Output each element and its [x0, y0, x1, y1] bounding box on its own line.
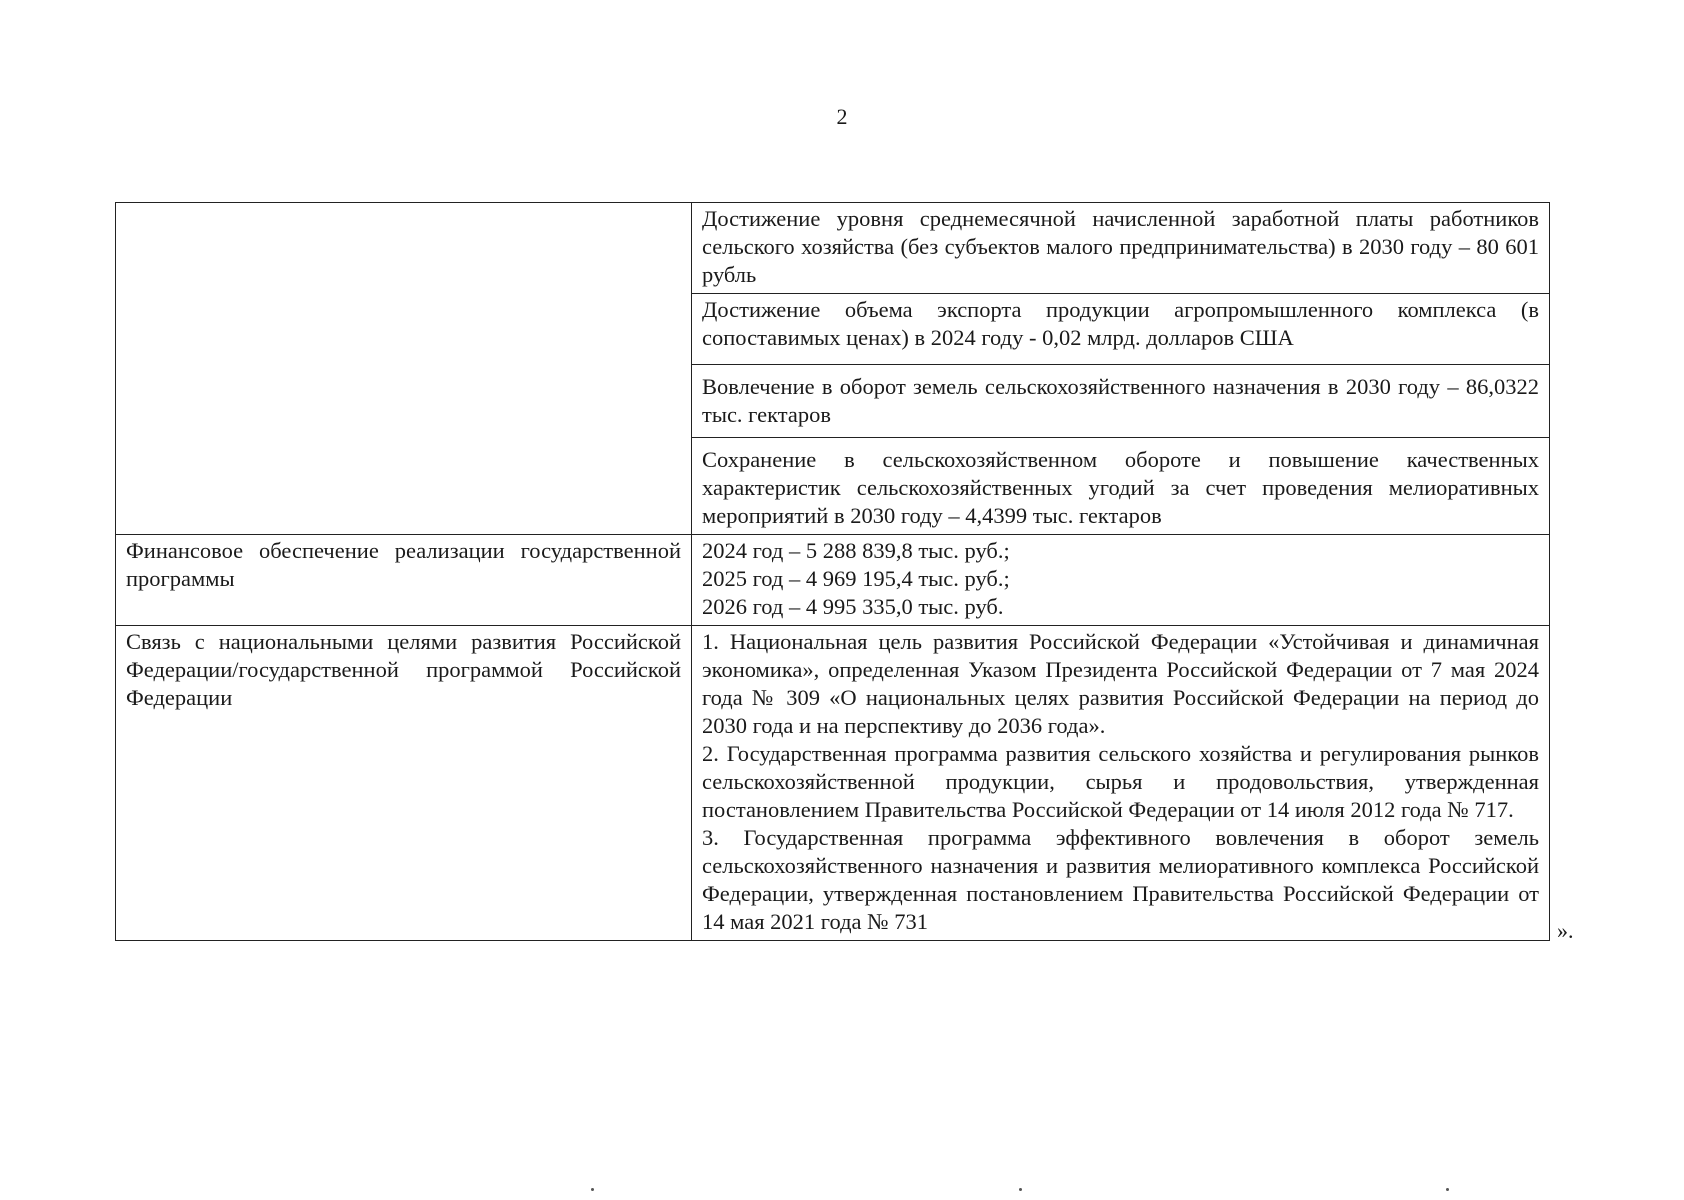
goal-item: 1. Национальная цель развития Российской Федерации «Устойчивая и динамичная экономика», определенная Указом Президента Российской Федерации от 7 мая 2024 года № 309 «О национальных целях развития Российской Федерации на период до 2030 года и на перспективу до 2036 года».: [702, 629, 1539, 738]
page-number: 2: [836, 104, 848, 129]
finance-label-cell: Финансовое обеспечение реализации государственной программы: [116, 535, 692, 626]
finance-line: 2025 год – 4 969 195,4 тыс. руб.;: [702, 566, 1010, 591]
indicator-cell: Сохранение в сельскохозяйственном обороте и повышение качественных характеристик сельскохозяйственных угодий за счет проведения мелиоративных мероприятий в 2030 году – 4,4399 тыс. гектаров: [692, 438, 1550, 535]
goals-cell: [692, 626, 1550, 941]
scan-artifact: [1019, 1188, 1022, 1191]
finance-line: 2026 год – 4 995 335,0 тыс. руб.: [702, 594, 1004, 619]
indicator-cell: Достижение уровня среднемесячной начисленной заработной платы работников сельского хозяйства (без субъектов малого предпринимательства) в 2030 году – 80 601 рубль: [692, 203, 1550, 294]
scan-artifact: [591, 1188, 594, 1191]
table-row: [116, 535, 1550, 626]
scan-artifact: [1446, 1188, 1449, 1191]
closing-quote: ».: [1557, 918, 1574, 943]
program-passport-table: [115, 202, 1550, 941]
goals-label-cell: Связь с национальными целями развития Российской Федерации/государственной программой Российской Федерации: [116, 626, 692, 941]
finance-values-cell: [692, 535, 1550, 626]
indicator-cell: Вовлечение в оборот земель сельскохозяйственного назначения в 2030 году – 86,0322 тыс. гектаров: [692, 365, 1550, 438]
finance-line: 2024 год – 5 288 839,8 тыс. руб.;: [702, 538, 1010, 563]
indicators-label-cell: [116, 203, 692, 535]
indicator-cell: Достижение объема экспорта продукции агропромышленного комплекса (в сопоставимых ценах) в 2024 году - 0,02 млрд. долларов США: [692, 294, 1550, 365]
goal-item: 2. Государственная программа развития сельского хозяйства и регулирования рынков сельскохозяйственной продукции, сырья и продовольствия, утвержденная постановлением Правительства Российской Федерации от 14 июля 2012 года № 717.: [702, 741, 1539, 822]
goal-item: 3. Государственная программа эффективного вовлечения в оборот земель сельскохозяйственного назначения и развития мелиоративного комплекса Российской Федерации, утвержденная постановлением Правительства Российской Федерации от 14 мая 2021 года № 731: [702, 825, 1539, 934]
table-row: [116, 203, 1550, 294]
table-row: [116, 626, 1550, 941]
